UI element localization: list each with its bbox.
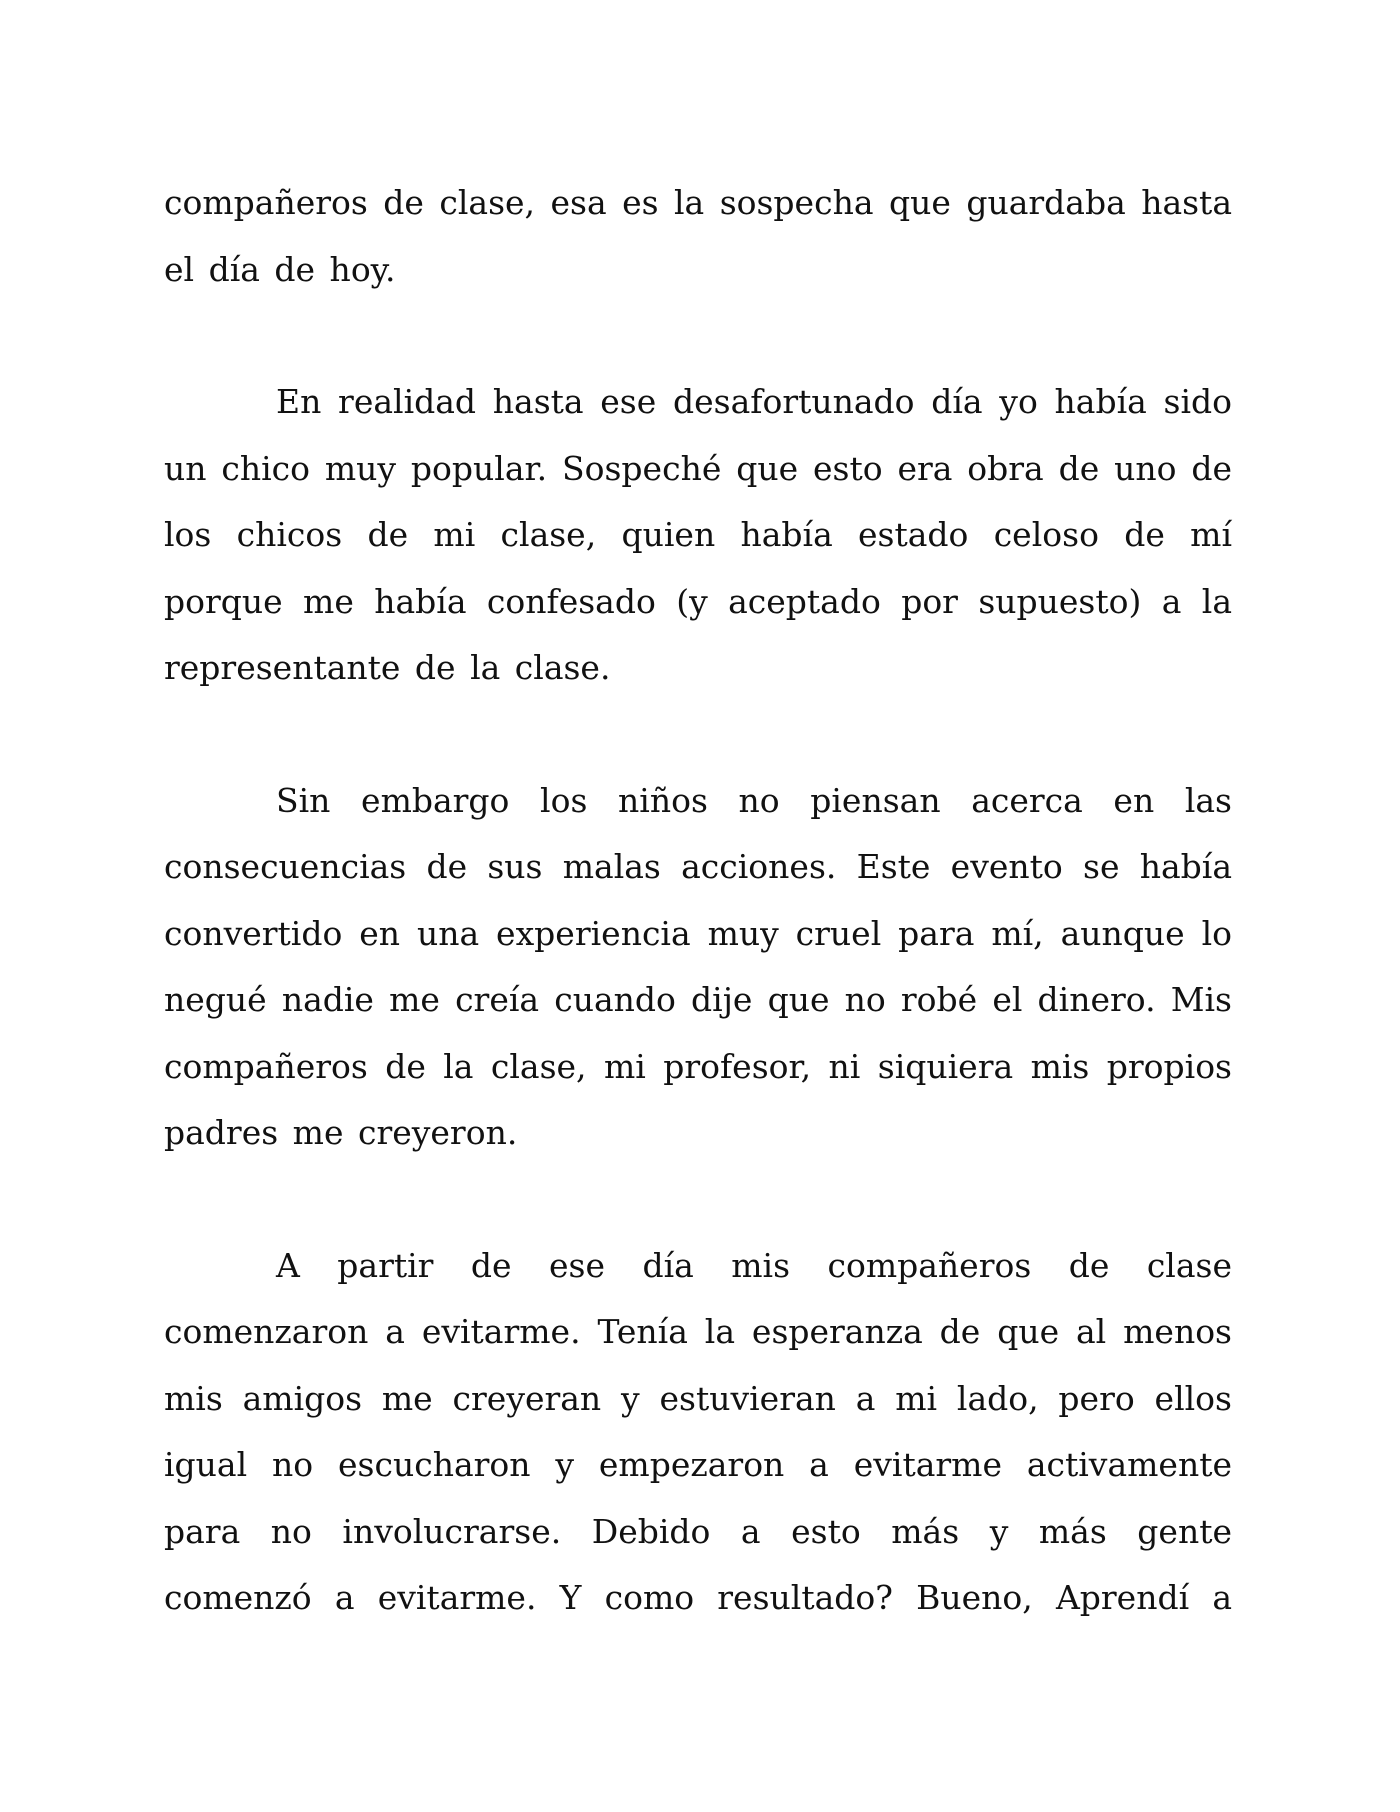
paragraph-avoidance: A partir de ese día mis compañeros de clase comenzaron a evitarme. Tenía la esperanza de que al menos mis amigos me creyeran y estuvieran a mi lado, pero ellos igual no escucharon y empezaron a evitarme activamente para no involucrarse. Debido a esto más y más gente comenzó a evitarme. Y como resultado? Bueno, Aprendí a [164,1245,1232,1617]
paragraph-continuation: compañeros de clase, esa es la sospecha que guardaba hasta el día de hoy. [164,183,1232,289]
paragraph-popular: En realidad hasta ese desafortunado día yo había sido un chico muy popular. Sospeché que esto era obra de uno de los chicos de mi clase, quien había estado celoso de mí porque me había confesado (y aceptado por supuesto) a la representante de la clase. [164,382,1232,687]
paragraph-consequences: Sin embargo los niños no piensan acerca en las consecuencias de sus malas acciones. Este evento se había convertido en una experiencia muy cruel para mí, aunque lo negué nadie me creía cuando dije que no robé el dinero. Mis compañeros de la clase, mi profesor, ni siquiera mis propios padres me creyeron. [164,780,1232,1152]
document-body [164,170,1232,1632]
